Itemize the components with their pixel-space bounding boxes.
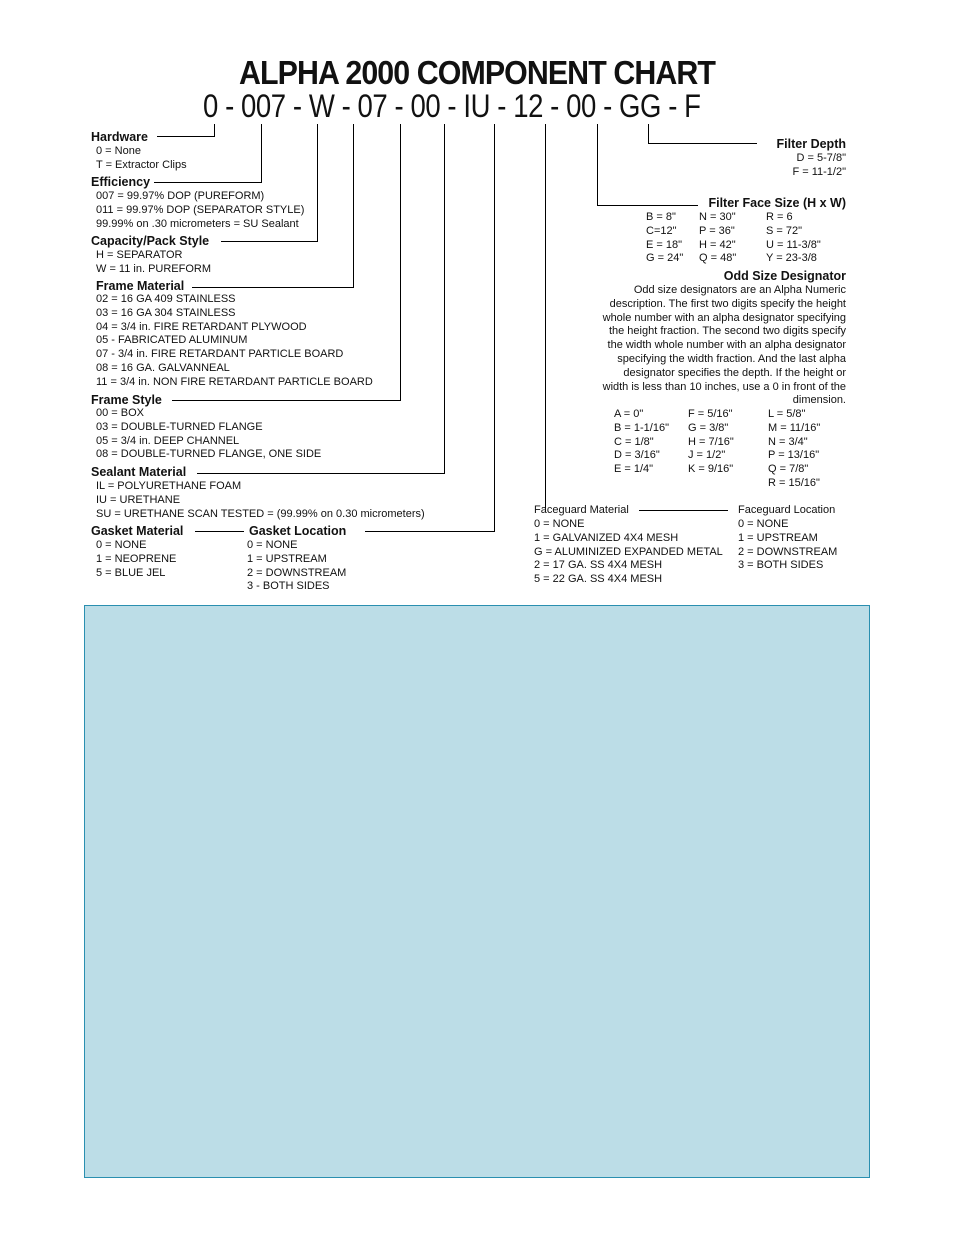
- leader-capacity-h: [221, 241, 318, 242]
- odd-size-col1: [614, 408, 669, 477]
- sealant-heading: Sealant Material: [91, 465, 187, 479]
- odd-size-item: A = 0": [614, 408, 644, 420]
- leader-depth-v: [648, 124, 649, 144]
- chart-title: ALPHA 2000 COMPONENT CHART: [239, 54, 715, 91]
- leader-depth-h: [648, 143, 757, 144]
- faceguard-material-item: 0 = NONE: [534, 518, 585, 530]
- faceguard-material-item: G = ALUMINIZED EXPANDED METAL: [534, 545, 723, 558]
- faceguard-location-list: [738, 518, 837, 573]
- odd-size-desc-line: designator specifies the depth. If the height or: [623, 366, 846, 379]
- part-code: 0 - 007 - W - 07 - 00 - IU - 12 - 00 - GG - F: [203, 88, 701, 124]
- frame-material-item: 07 - 3/4 in. FIRE RETARDANT PARTICLE BOARD: [96, 348, 344, 361]
- leader-frame-material-v: [353, 124, 354, 288]
- odd-size-item: Q = 7/8": [768, 463, 809, 476]
- frame-material-item: 02 = 16 GA 409 STAINLESS: [96, 293, 236, 305]
- efficiency-item: 011 = 99.97% DOP (SEPARATOR STYLE): [96, 203, 305, 216]
- frame-material-list: [96, 293, 373, 390]
- odd-size-col3: [768, 408, 820, 491]
- face-size-item: P = 36": [699, 224, 735, 237]
- frame-style-item: 00 = BOX: [96, 407, 145, 419]
- blue-panel: [84, 605, 870, 1178]
- capacity-item: H = SEPARATOR: [96, 249, 183, 261]
- hardware-item: T = Extractor Clips: [96, 158, 187, 171]
- face-size-item: H = 42": [699, 238, 736, 251]
- efficiency-item: 007 = 99.97% DOP (PUREFORM): [96, 190, 265, 202]
- capacity-list: [96, 249, 211, 277]
- filter-face-table: [646, 211, 821, 266]
- faceguard-material-item: 2 = 17 GA. SS 4X4 MESH: [534, 559, 663, 572]
- faceguard-location-item: 3 = BOTH SIDES: [738, 559, 824, 572]
- leader-frame-material-h: [192, 287, 353, 288]
- face-size-item: U = 11-3/8": [766, 238, 821, 251]
- face-size-item: E = 18": [646, 238, 683, 251]
- gasket-location-item: 3 - BOTH SIDES: [247, 580, 330, 593]
- odd-size-item: E = 1/4": [614, 463, 654, 476]
- faceguard-material-list: [534, 518, 723, 587]
- frame-style-list: [96, 407, 321, 462]
- filter-depth-item: D = 5-7/8": [796, 152, 846, 164]
- odd-size-desc-line: the width whole number with an alpha designator: [607, 339, 846, 352]
- frame-material-heading: Frame Material: [96, 279, 185, 293]
- leader-hardware-h: [157, 136, 214, 137]
- odd-size-desc-line: specifying the width fraction. And the last alpha: [617, 352, 846, 365]
- faceguard-location-item: 1 = UPSTREAM: [738, 531, 818, 544]
- odd-size-item: L = 5/8": [768, 408, 806, 420]
- frame-style-heading: Frame Style: [91, 393, 162, 407]
- odd-size-item: N = 3/4": [768, 435, 808, 448]
- hardware-item: 0 = None: [96, 145, 141, 157]
- sealant-item: SU = URETHANE SCAN TESTED = (99.99% on 0.30 micrometers): [96, 507, 425, 520]
- frame-material-item: 08 = 16 GA. GALVANNEAL: [96, 361, 230, 374]
- frame-material-item: 05 - FABRICATED ALUMINUM: [96, 334, 248, 347]
- leader-sealant-v: [444, 124, 445, 474]
- leader-odd-size-v: [545, 124, 546, 511]
- frame-style-item: 05 = 3/4 in. DEEP CHANNEL: [96, 434, 240, 447]
- odd-size-desc-line: the height fraction. The second two digits specify: [608, 325, 846, 338]
- odd-size-item: J = 1/2": [688, 449, 726, 462]
- leader-efficiency-v: [261, 124, 262, 183]
- gasket-material-item: 0 = NONE: [96, 539, 147, 551]
- odd-size-item: B = 1-1/16": [614, 421, 669, 434]
- faceguard-location-item: 0 = NONE: [738, 518, 789, 530]
- filter-depth-heading: Filter Depth: [776, 137, 846, 151]
- gasket-location-list: [247, 539, 346, 594]
- face-size-item: S = 72": [766, 224, 803, 237]
- frame-style-item: 03 = DOUBLE-TURNED FLANGE: [96, 420, 263, 433]
- frame-style-item: 08 = DOUBLE-TURNED FLANGE, ONE SIDE: [96, 448, 322, 461]
- odd-size-item: C = 1/8": [614, 435, 654, 448]
- gasket-material-list: [96, 539, 176, 580]
- leader-gasket-location-v: [494, 124, 495, 532]
- efficiency-item: 99.99% on .30 micrometers = SU Sealant: [96, 217, 299, 230]
- leader-frame-style-v: [400, 124, 401, 401]
- faceguard-material-item: 5 = 22 GA. SS 4X4 MESH: [534, 573, 663, 586]
- gasket-location-item: 1 = UPSTREAM: [247, 552, 327, 565]
- face-size-item: Y = 23-3/8: [766, 252, 817, 265]
- leader-faceguard-h: [639, 510, 728, 511]
- leader-face-size-v: [597, 124, 598, 206]
- odd-size-desc-line: description. The first two digits specify the height: [609, 297, 846, 310]
- odd-size-item: G = 3/8": [688, 421, 729, 434]
- face-size-item: B = 8": [646, 211, 676, 223]
- odd-size-desc-line: whole number with an alpha designator specifying: [602, 311, 846, 324]
- odd-size-item: R = 15/16": [768, 476, 820, 489]
- odd-size-item: H = 7/16": [688, 435, 734, 448]
- filter-depth-item: F = 11-1/2": [792, 165, 846, 178]
- leader-efficiency-h: [154, 182, 262, 183]
- gasket-location-item: 0 = NONE: [247, 539, 298, 551]
- frame-material-item: 04 = 3/4 in. FIRE RETARDANT PLYWOOD: [96, 320, 307, 333]
- faceguard-material-heading: Faceguard Material: [534, 504, 629, 516]
- gasket-material-item: 1 = NEOPRENE: [96, 552, 177, 565]
- odd-size-col2: [688, 408, 734, 477]
- capacity-heading: Capacity/Pack Style: [91, 234, 210, 248]
- odd-size-desc-line: Odd size designators are an Alpha Numeric: [633, 284, 846, 296]
- sealant-list: [96, 480, 425, 521]
- sealant-item: IL = POLYURETHANE FOAM: [96, 480, 242, 492]
- efficiency-list: [96, 190, 304, 231]
- leader-gasket-material-h: [195, 531, 244, 532]
- odd-size-item: M = 11/16": [768, 421, 821, 434]
- odd-size-desc-line: dimension.: [792, 394, 846, 407]
- odd-size-item: K = 9/16": [688, 463, 734, 476]
- leader-capacity-v: [317, 124, 318, 242]
- frame-material-item: 03 = 16 GA 304 STAINLESS: [96, 306, 236, 319]
- odd-size-desc-line: width is less than 10 inches, use a 0 in front of the: [602, 380, 846, 393]
- efficiency-heading: Efficiency: [91, 175, 151, 189]
- face-size-item: R = 6: [766, 211, 793, 223]
- faceguard-location-heading: Faceguard Location: [738, 504, 836, 516]
- leader-face-size-h: [597, 205, 698, 206]
- sealant-item: IU = URETHANE: [96, 493, 181, 506]
- leader-frame-style-h: [172, 400, 401, 401]
- gasket-location-heading: Gasket Location: [249, 524, 347, 538]
- odd-size-item: P = 13/16": [768, 449, 820, 462]
- odd-size-heading: Odd Size Designator: [723, 269, 846, 283]
- leader-hardware-v: [214, 124, 215, 137]
- odd-size-item: D = 3/16": [614, 449, 660, 462]
- face-size-item: C=12": [646, 224, 677, 237]
- filter-depth-list: [792, 152, 846, 180]
- face-size-item: N = 30": [699, 211, 736, 223]
- hardware-heading: Hardware: [91, 130, 148, 144]
- odd-size-item: F = 5/16": [688, 408, 733, 420]
- gasket-material-item: 5 = BLUE JEL: [96, 566, 166, 579]
- gasket-material-heading: Gasket Material: [91, 524, 184, 538]
- faceguard-material-item: 1 = GALVANIZED 4X4 MESH: [534, 531, 679, 544]
- face-size-item: G = 24": [646, 252, 684, 265]
- gasket-location-item: 2 = DOWNSTREAM: [247, 566, 347, 579]
- filter-face-heading: Filter Face Size (H x W): [708, 196, 846, 210]
- faceguard-location-item: 2 = DOWNSTREAM: [738, 545, 838, 558]
- leader-gasket-location-h: [365, 531, 495, 532]
- face-size-item: Q = 48": [699, 252, 737, 265]
- frame-material-item: 11 = 3/4 in. NON FIRE RETARDANT PARTICLE BOARD: [96, 375, 373, 388]
- capacity-item: W = 11 in. PUREFORM: [96, 262, 212, 275]
- leader-sealant-h: [197, 473, 445, 474]
- hardware-list: [96, 145, 187, 173]
- odd-size-description: [603, 284, 846, 408]
